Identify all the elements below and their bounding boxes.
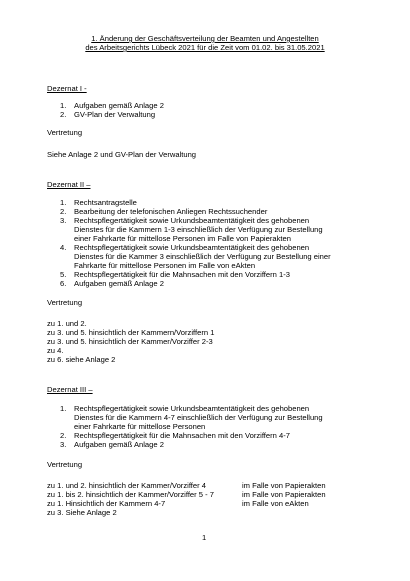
list-item-continuation: Fahrkarte für mittellose Personen im Falle von eAkten: [74, 261, 256, 270]
list-item: Rechtspflegertätigkeit sowie Urkundsbeamtentätigkeit des gehobenen: [74, 243, 310, 252]
list-item-continuation: Dienstes für die Kammern 1-3 einschließlich der Verfügung zur Bestellung: [74, 225, 323, 234]
list-number: 2.: [60, 207, 67, 216]
dezernat-2-heading: Dezernat II –: [47, 180, 91, 189]
vertretung-text: Siehe Anlage 2 und GV-Plan der Verwaltung: [47, 150, 197, 159]
list-number: 3.: [60, 216, 67, 225]
title-line-1: 1. Änderung der Geschäftsverteilung der Beamten und Angestellten: [91, 34, 319, 43]
list-item: Aufgaben gemäß Anlage 2: [74, 279, 164, 288]
list-number: 1.: [60, 198, 67, 207]
list-number: 2.: [60, 110, 67, 119]
list-item-continuation: Dienstes für die Kammer 3 einschließlich der Verfügung zur Bestellung einer: [74, 252, 331, 261]
dezernat-3-heading: Dezernat III –: [47, 385, 93, 394]
list-item: Aufgaben gemäß Anlage 2: [74, 101, 164, 110]
list-item-continuation: einer Fahrkarte für mittellose Personen im Falle von Papierakten: [74, 234, 291, 243]
list-number: 1.: [60, 101, 67, 110]
list-item: Rechtspflegertätigkeit für die Mahnsachen mit den Vorziffern 1-3: [74, 270, 290, 279]
list-number: 4.: [60, 243, 67, 252]
page-number: 1: [202, 533, 207, 542]
list-number: 6.: [60, 279, 67, 288]
vertretung-line: zu 3. Siehe Anlage 2: [47, 508, 117, 517]
list-item-continuation: Dienstes für die Kammern 4-7 einschließlich der Verfügung zur Bestellung: [74, 413, 323, 422]
list-number: 3.: [60, 440, 67, 449]
list-number: 5.: [60, 270, 67, 279]
vertretung-line: zu 1. und 2.: [47, 319, 87, 328]
dezernat-1-heading: Dezernat I -: [47, 84, 87, 93]
list-item: GV-Plan der Verwaltung: [74, 110, 156, 119]
vertretung-note: im Falle von Papierakten: [242, 490, 326, 499]
vertretung-line: zu 1. Hinsichtlich der Kammern 4-7: [47, 499, 166, 508]
vertretung-line: zu 3. und 5. hinsichtlich der Kammern/Vorziffern 1: [47, 328, 215, 337]
vertretung-note: im Falle von eAkten: [242, 499, 309, 508]
vertretung-label: Vertretung: [47, 298, 83, 307]
list-item: Rechtspflegertätigkeit sowie Urkundsbeamtentätigkeit des gehobenen: [74, 216, 310, 225]
vertretung-line: zu 1. und 2. hinsichtlich der Kammer/Vorziffer 4: [47, 481, 206, 490]
vertretung-label: Vertretung: [47, 460, 83, 469]
list-item-continuation: einer Fahrkarte für mittellose Personen: [74, 422, 206, 431]
list-item: Bearbeitung der telefonischen Anliegen Rechtssuchender: [74, 207, 268, 216]
title-line-2: des Arbeitsgerichts Lübeck 2021 für die Zeit vom 01.02. bis 31.05.2021: [85, 43, 325, 52]
list-item: Aufgaben gemäß Anlage 2: [74, 440, 164, 449]
vertretung-line: zu 1. bis 2. hinsichtlich der Kammer/Vorziffer 5 - 7: [47, 490, 214, 499]
vertretung-line: zu 6. siehe Anlage 2: [47, 355, 116, 364]
vertretung-label: Vertretung: [47, 128, 83, 137]
list-number: 2.: [60, 431, 67, 440]
list-item: Rechtsantragstelle: [74, 198, 137, 207]
vertretung-line: zu 4.: [47, 346, 64, 355]
vertretung-note: im Falle von Papierakten: [242, 481, 326, 490]
vertretung-line: zu 3. und 5. hinsichtlich der Kammer/Vorziffer 2-3: [47, 337, 213, 346]
list-item: Rechtspflegertätigkeit für die Mahnsachen mit den Vorziffern 4-7: [74, 431, 290, 440]
list-item: Rechtspflegertätigkeit sowie Urkundsbeamtentätigkeit des gehobenen: [74, 404, 310, 413]
list-number: 1.: [60, 404, 67, 413]
